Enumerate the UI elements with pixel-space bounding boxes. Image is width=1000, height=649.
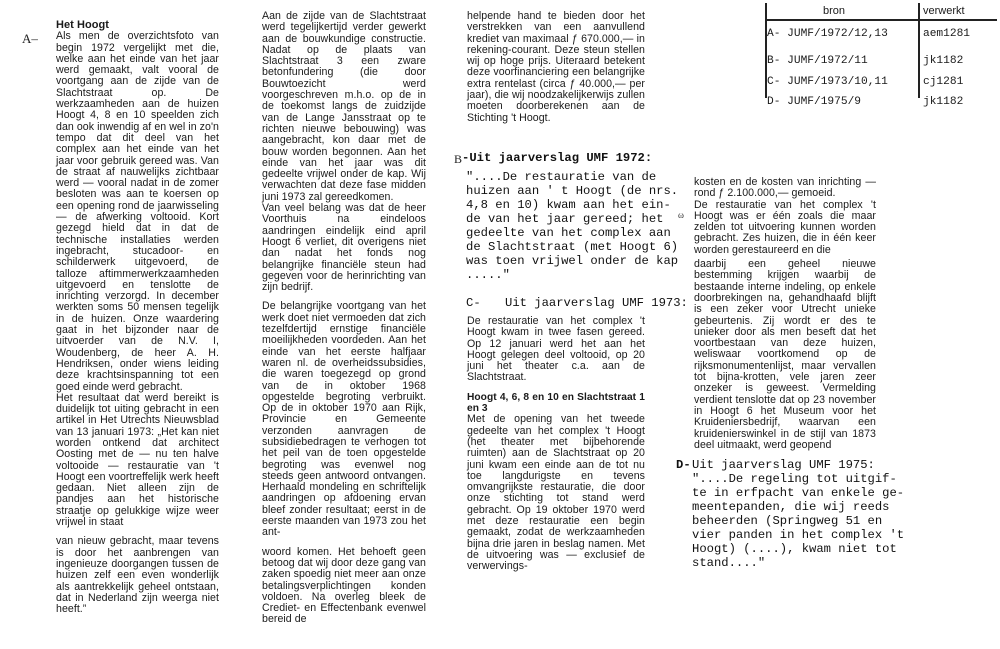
- report-1975-heading: Uit jaarverslag UMF 1975:: [692, 458, 875, 472]
- report-1972-quote: [466, 170, 678, 282]
- margin-label-a: A–: [22, 31, 38, 46]
- quote-line: 4,8 en 10) kwam aan het ein-: [466, 198, 671, 212]
- margin-label-d: D-: [676, 458, 691, 472]
- quote-line: stand....": [692, 556, 766, 570]
- report-1975-quote: [692, 472, 904, 570]
- margin-label-b: B: [454, 152, 463, 166]
- quote-line: beheerden (Springweg 51 en: [692, 514, 883, 528]
- report-1973-intro: De restauratie van het complex 't Hoogt kwam in twee fasen gereed. Op 12 januari werd het aan het Hoogt gelegen deel voltooid, op 20 juni het theater c.a. aan de Slachtstraat.: [467, 315, 645, 384]
- quote-line: de van het jaar gereed; het: [466, 212, 664, 226]
- table-row-source: D- JUMF/1975/9: [767, 96, 861, 108]
- article-paragraph: Het resultaat dat werd bereikt is duidelijk tot uiting gebracht in een artikel in Het Utrechts Nieuwsblad van 13 januari 1973: „Het kan niet worden ontkend dat architect Oosting met de — nu ten halve voltooide — restauratie van 't Hoogt een voortreffelijk werk heeft gedaan. Niet alleen zijn de pandjes aan het historische straatje op gelukkige wijze weer vrijwel in staat: [56, 391, 219, 529]
- table-header-processed: verwerkt: [923, 5, 965, 17]
- quote-line: "....De regeling tot uitgif-: [692, 472, 897, 486]
- article-paragraph: helpende hand te bieden door het verstrekken van een aanvullend krediet van maximaal ƒ 670.000,— in rekening-courant. Deze steun stellen wij op hoge prijs. Uiteraard betekent deze voorfinanciering een belangrijke extra rentelast (circa ƒ 40.000,— per jaar), die wij noodzakelijkerwijs zullen moeten doorberekenen aan de Stichting 't Hoogt.: [467, 10, 645, 124]
- report-1973-continued: kosten en de kosten van inrichting — rond ƒ 2.100.000,— gemoeid.: [694, 176, 876, 200]
- quote-line: .....": [466, 268, 510, 282]
- quote-line: de Slachtstraat (met Hoogt 6): [466, 240, 679, 254]
- article-title: Het Hoogt: [56, 19, 109, 31]
- report-1973-column: [467, 316, 645, 573]
- article-paragraph: van nieuw gebracht, maar tevens is door het aanbrengen van ingenieuze doorgangen tussen de huizen zelf een even wonderlijk als aantrekkelijk geheel ontstaan, dat in Nederland zijn weerga niet heeft.”: [56, 535, 219, 616]
- report-1973-subheading: Hoogt 4, 6, 8 en 10 en Slachtstraat 1 en 3: [467, 391, 645, 415]
- quote-line: was toen vrijwel onder de kap: [466, 254, 679, 268]
- article-paragraph: woord komen. Het behoeft geen betoog dat wij door deze gang van zaken spoedig niet meer aan onze betalingsverplichtingen konden voldoen. Na overleg bleek de Crediet- en Effectenbank evenwel bereid de: [262, 545, 426, 626]
- table-row-processed: aem1281: [923, 28, 970, 40]
- article-column-4: [694, 177, 876, 451]
- table-row-source: B- JUMF/1972/11: [767, 55, 868, 67]
- quote-line: Hoogt) (....), kwam niet tot: [692, 542, 897, 556]
- report-1973-heading: Uit jaarverslag UMF 1973:: [505, 296, 688, 310]
- table-row-processed: jk1182: [923, 96, 964, 108]
- quote-line: huizen aan ' t Hoogt (de nrs.: [466, 184, 679, 198]
- quote-line: vier panden in het complex 't: [692, 528, 905, 542]
- table-header-source: bron: [823, 5, 846, 17]
- source-table: [765, 3, 997, 108]
- table-row-source: C- JUMF/1973/10,11: [767, 76, 888, 88]
- article-paragraph: Als men de overzichtsfoto van begin 1972 vergelijkt met die, welke aan het einde van het jaar werd gemaakt, valt vooral de voortgang aan de zijde van de Slachtstraat op. De werkzaamheden aan de huizen Hoogt 4, 8 en 10 speelden zich dan ook inwendig af en wel in zo'n tempo dat dit deel van het complex aan het einde van het jaar voor gebruik gereed was. Van de straat af nauwelijks zichtbaar werd — vooral nadat in de zomer besloten was aan te koersen op een opening rond de jaarwisseling — de afwerking voltooid. Kort gezegd hield dat in dat de technische installaties werden ingebracht, stucadoor- en schilderwerk uitgevoerd, de talloze aftimmerwerkzaamheden uitgevoerd en tenslotte de inrichting verzorgd. In december werkten soms 50 mensen tegelijk in de huizen. Onze waardering gaat in het bijzonder naar de uitvoerder van de N.V. I, Woudenberg, de heer A. H. Hendriksen, onder wiens leiding deze krachtsinspanning tot een goed einde werd gebracht.: [56, 30, 219, 393]
- article-paragraph: Aan de zijde van de Slachtstraat werd tegelijkertijd verder gewerkt aan de bouwkundige constructie. Nadat op de plaats van Slachtstraat 3 een zware betonfundering (die door Bouwtoezicht werd voorgeschreven m.h.o. op de in de toekomst langs de zuidzijde van de Lange Jansstraat op te richten nieuwe bebouwing) was aangebracht, kon daar met de bouw worden begonnen. Aan het einde van het jaar was dit gedeelte vrijwel onder de kap. Wij verwachten dat deze fase midden juni 1973 zal gereedkomen.: [262, 10, 426, 203]
- article-column-1: [56, 20, 219, 615]
- margin-label-c: C-: [466, 296, 481, 310]
- table-header-rule: [765, 19, 997, 21]
- table-column-divider: [918, 3, 920, 98]
- table-row-processed: cj1281: [923, 76, 964, 88]
- quote-line: "....De restauratie van de: [466, 170, 657, 184]
- handwritten-mark: ω: [678, 210, 684, 220]
- article-column-2: [262, 11, 426, 626]
- article-paragraph: Van veel belang was dat de heer Voorthuis na eindeloos aandringen eindelijk eind april Hoogt 6 verliet, dit overigens niet dan nadat het fonds nog belangrijke financiële steun had gegeven voor de herinrichting van zijn bedrijf.: [262, 202, 426, 294]
- quote-line: meentepanden, die wij reeds: [692, 500, 890, 514]
- quote-line: gedeelte van het complex aan: [466, 226, 671, 240]
- table-row-processed: jk1182: [923, 55, 964, 67]
- report-1973-body: Met de opening van het tweede gedeelte van het complex 't Hoogt (het theater met bijbehorende ruimten) aan de Slachtstraat op 20 juni kwam een einde aan de tot nu toe langdurigste en tevens omvangrijkste restauratie, die door onze stichting tot stand werd gebracht. Op 19 oktober 1970 werd met deze restauratie een begin gemaakt, zodat de werkzaamheden bijna drie jaren in beslag namen. Met de uitvoering was — exclusief de verwervings-: [467, 413, 645, 573]
- report-1973-continued: daarbij een geheel nieuwe bestemming krijgen waarbij de bestaande interne indeling, op enkele doorbrekingen na, gehandhaafd blijft is een zeker voor Utrecht unieke gebeurtenis. Zij wordt er des te unieker door als men beseft dat het voortbestaan van deze huizen, weliswaar voortkomend op de rijksmonumentenlijst, maar vervallen tot bijna-krotten, vele jaren zeer onzeker is geweest. Vermelding verdient tenslotte dat op 23 november in Hoogt 6 het Museum voor het Kruideniersbedrijf, waarvan een kruidenierswinkel in de stijl van 1873 deel uitmaakt, werd geopend: [694, 258, 876, 451]
- quote-line: te in erfpacht van enkele ge-: [692, 486, 905, 500]
- report-1973-continued: De restauratie van het complex 't Hoogt was er één zoals die maar zelden tot uitvoering kunnen worden gebracht. Zes huizen, die in één keer worden gerestaureerd en die: [694, 198, 876, 256]
- table-row-source: A- JUMF/1972/12,13: [767, 28, 888, 40]
- report-1972-heading: -Uit jaarverslag UMF 1972:: [462, 151, 653, 165]
- article-column-3: [467, 11, 645, 124]
- article-paragraph: De belangrijke voortgang van het werk doet niet vermoeden dat zich tezelfdertijd ernstige financiële moeilijkheden voordeden. Aan het einde van het eerste halfjaar waren nl. de overheidssubsidies, die waren toegezegd op grond van de in oktober 1968 opgestelde begroting verbruikt. Op de in oktober 1970 aan Rijk, Provincie en Gemeente verzonden aanvragen de subsidiebedragen te verhogen tot het peil van de toen opgestelde begroting was evenwel nog steeds geen antwoord ontvangen. Herhaald mondeling en schriftelijk aandringen op afdoening ervan bleef zonder resultaat; eerst in de eerste maanden van 1973 zou het ant-: [262, 300, 426, 539]
